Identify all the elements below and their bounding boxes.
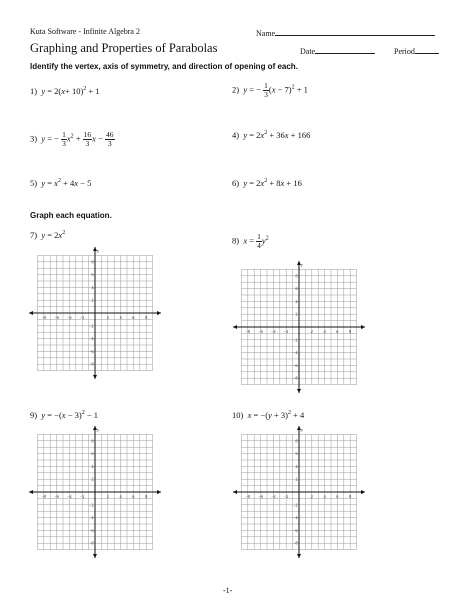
- y-axis-label: y: [301, 262, 303, 267]
- y-tick-label: −2: [293, 337, 298, 343]
- problem-number: 7): [30, 230, 38, 240]
- problem-4: 4) $y = 2x^2 + 36x + 166$: [232, 130, 311, 140]
- name-line: [275, 27, 435, 36]
- x-tick-label: 6: [336, 494, 339, 499]
- y-tick-label: −8: [89, 361, 94, 367]
- arrow-left-icon: [29, 490, 33, 494]
- x-tick-label: −6: [54, 315, 59, 320]
- period-line: [415, 45, 439, 54]
- page-title: Graphing and Properties of Parabolas: [30, 41, 218, 55]
- x-tick-label: −2: [80, 315, 85, 320]
- x-tick-label: 4: [323, 494, 326, 499]
- x-tick-label: 6: [132, 315, 135, 320]
- y-tick-label: −2: [89, 502, 94, 508]
- x-tick-label: 8: [349, 329, 352, 334]
- x-tick-label: −4: [67, 315, 72, 320]
- y-tick-label: −6: [293, 362, 298, 368]
- name-label: Name: [256, 29, 276, 38]
- y-tick-label: −8: [293, 375, 298, 381]
- problem-3: 3) y = − $\frac{1}{3}$ $x^2$ + $\frac{16}{3}$ x − $\frac{46}{3}$: [30, 130, 114, 148]
- section1-instruction: Identify the vertex, axis of symmetry, and direction of opening of each.: [30, 62, 298, 71]
- problem-number: 3): [30, 133, 38, 144]
- y-tick-label: −6: [89, 527, 94, 533]
- y-tick-label: 4: [91, 284, 94, 290]
- graph-grid-10[interactable]: [232, 425, 366, 559]
- y-tick-label: −4: [293, 350, 298, 356]
- x-tick-label: 2: [310, 494, 313, 499]
- arrow-down-icon: [297, 554, 301, 558]
- y-tick-label: 6: [295, 286, 298, 292]
- x-tick-label: −6: [54, 494, 59, 499]
- x-axis-label: x: [361, 490, 363, 495]
- x-tick-label: −8: [41, 494, 46, 499]
- problem-number: 4): [232, 130, 240, 140]
- problem-number: 9): [30, 410, 38, 420]
- arrow-down-icon: [93, 554, 97, 558]
- y-tick-label: 4: [91, 463, 94, 469]
- graph-grid-8[interactable]: [232, 260, 366, 394]
- problem-number: 6): [232, 178, 240, 188]
- problem-number: 1): [30, 86, 38, 96]
- fraction: $\frac{1}{4}$: [257, 232, 261, 250]
- y-tick-label: 2: [295, 476, 298, 482]
- x-tick-label: −4: [67, 494, 72, 499]
- arrow-down-icon: [93, 375, 97, 379]
- x-tick-label: −8: [245, 329, 250, 334]
- y-tick-label: 2: [91, 476, 94, 482]
- date-line: [315, 45, 375, 54]
- y-axis-label: y: [301, 427, 303, 432]
- problem-8: 8) x = $\frac{1}{4}$ $y^2$: [232, 232, 269, 250]
- x-tick-label: −6: [258, 329, 263, 334]
- problem-2: 2) y = − $\frac{1}{3}$ $(x - 7)^2 + 1$: [232, 81, 308, 99]
- y-tick-label: 8: [295, 273, 298, 279]
- problem-number: 10): [232, 410, 244, 420]
- problem-5: 5) $y = x^2 + 4x - 5$: [30, 178, 92, 188]
- y-tick-label: 4: [295, 463, 298, 469]
- x-tick-label: −2: [284, 329, 289, 334]
- y-tick-label: −4: [89, 336, 94, 342]
- x-tick-label: −6: [258, 494, 263, 499]
- y-tick-label: 2: [91, 297, 94, 303]
- problem-number: 8): [232, 235, 240, 246]
- y-tick-label: −2: [89, 323, 94, 329]
- x-tick-label: 4: [323, 329, 326, 334]
- y-tick-label: 8: [91, 438, 94, 444]
- y-tick-label: −4: [89, 515, 94, 521]
- x-tick-label: 4: [119, 315, 122, 320]
- arrow-left-icon: [233, 325, 237, 329]
- arrow-left-icon: [29, 311, 33, 315]
- period-field: [394, 45, 439, 56]
- arrow-left-icon: [233, 490, 237, 494]
- x-axis-label: x: [361, 325, 363, 330]
- problem-10: 10) $x = -(y + 3)^2 + 4$: [232, 410, 305, 420]
- date-field: [300, 45, 375, 56]
- graph-grid-7[interactable]: [28, 246, 162, 380]
- y-tick-label: −8: [293, 540, 298, 546]
- y-tick-label: −8: [89, 540, 94, 546]
- problem-7: 7) $y = 2x^2$: [30, 230, 66, 240]
- arrow-down-icon: [297, 389, 301, 393]
- x-tick-label: 8: [349, 494, 352, 499]
- x-axis-label: x: [157, 311, 159, 316]
- graph-grid-9[interactable]: [28, 425, 162, 559]
- y-tick-label: 6: [295, 451, 298, 457]
- x-tick-label: −8: [245, 494, 250, 499]
- y-tick-label: −4: [293, 515, 298, 521]
- publisher-text: Kuta Software - Infinite Algebra 2: [30, 27, 140, 36]
- x-axis-label: x: [157, 490, 159, 495]
- x-tick-label: 6: [336, 329, 339, 334]
- y-tick-label: 8: [295, 438, 298, 444]
- fraction: $\frac{1}{3}$: [264, 81, 268, 99]
- x-tick-label: 4: [119, 494, 122, 499]
- x-tick-label: 6: [132, 494, 135, 499]
- x-tick-label: 8: [145, 494, 148, 499]
- page-number: -1-: [223, 586, 233, 595]
- problem-9: 9) $y = -(x - 3)^2 - 1$: [30, 410, 98, 420]
- x-tick-label: −2: [80, 494, 85, 499]
- x-tick-label: −8: [41, 315, 46, 320]
- y-axis-label: y: [97, 427, 99, 432]
- y-tick-label: 4: [295, 298, 298, 304]
- y-tick-label: 2: [295, 311, 298, 317]
- y-tick-label: −6: [293, 527, 298, 533]
- fraction: $\frac{16}{3}$: [83, 130, 92, 148]
- y-tick-label: 8: [91, 259, 94, 265]
- y-axis-label: y: [97, 248, 99, 253]
- x-tick-label: 2: [106, 494, 109, 499]
- x-tick-label: −4: [271, 494, 276, 499]
- problem-6: 6) $y = 2x^2 + 8x + 16$: [232, 178, 302, 188]
- fraction: $\frac{1}{3}$: [62, 130, 66, 148]
- problem-number: 5): [30, 178, 38, 188]
- x-tick-label: −2: [284, 494, 289, 499]
- x-tick-label: −4: [271, 329, 276, 334]
- y-tick-label: 6: [91, 272, 94, 278]
- y-tick-label: −2: [293, 502, 298, 508]
- y-tick-label: −6: [89, 348, 94, 354]
- section2-instruction: Graph each equation.: [30, 211, 112, 220]
- x-tick-label: 2: [106, 315, 109, 320]
- period-label: Period: [394, 47, 415, 56]
- x-tick-label: 8: [145, 315, 148, 320]
- x-tick-label: 2: [310, 329, 313, 334]
- problem-number: 2): [232, 84, 240, 95]
- fraction: $\frac{46}{3}$: [106, 130, 114, 148]
- problem-1: 1) $y = 2(x+ 10)^2 + 1$: [30, 86, 100, 96]
- y-tick-label: 6: [91, 451, 94, 457]
- date-label: Date: [300, 47, 316, 56]
- name-field: [256, 27, 435, 38]
